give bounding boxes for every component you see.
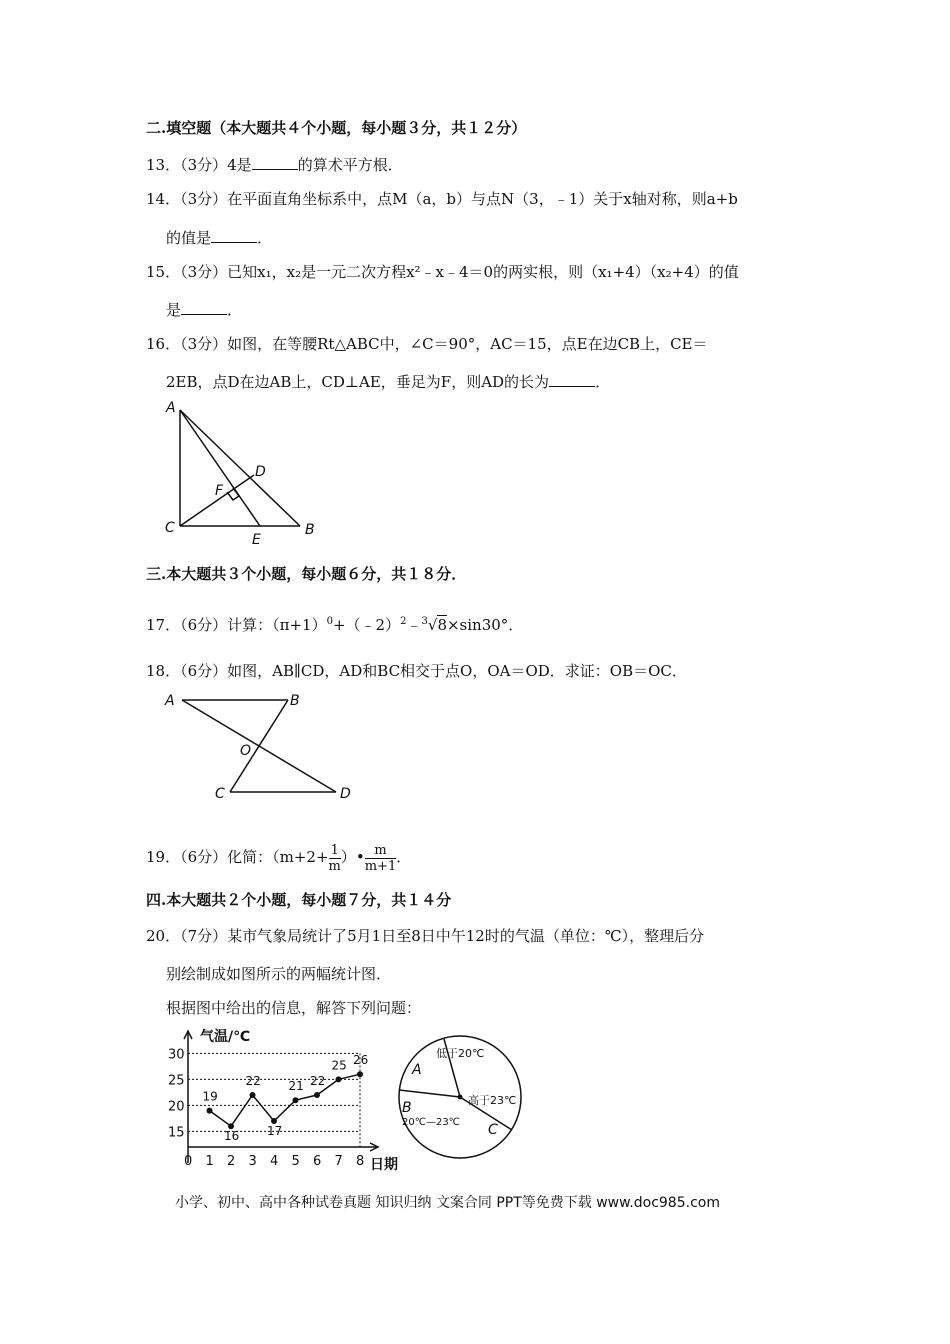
x-tick-label: 0 [184,1154,193,1169]
q16-line2-suffix: ． [595,373,611,391]
temperature-pie-chart [394,1030,528,1164]
radical-sign: √ [427,616,438,634]
q19-mid: ）• [340,848,365,866]
footer-text: 小学、初中、高中各种试卷真题 知识归纳 文案合同 PPT等免费下载 www.doc985.com [175,1195,720,1211]
question-20-line3: 根据图中给出的信息，解答下列问题： [166,999,422,1017]
fraction-m-over-m-plus-1 [365,843,397,874]
section4-header: 四.本大题共２个小题，每小题７分，共１４分 [146,891,452,909]
q17-exp0: 0 [326,616,333,627]
section2-header: 二.填空题（本大题共４个小题，每小题３分，共１２分） [146,119,527,137]
answer-blank[interactable] [549,372,595,387]
data-label: 22 [245,1074,261,1088]
frac2-den: m+1 [364,858,397,874]
question-18: 18．（6分）如图，AB∥CD，AD和BC相交于点O，OA＝OD．求证：OB＝OC． [146,662,687,680]
y-tick-label: 25 [168,1073,185,1089]
q18-figure [160,688,360,803]
sector-label-low: 低于20℃ [436,1047,485,1060]
q16-triangle-figure [160,398,320,548]
question-15-line1: 15．（3分）已知x₁，x₂是一元二次方程x²﹣x﹣4＝0的两实根，则（x₁+4）（x₂+4）的值 [146,263,739,281]
label-O: O [240,743,252,759]
y-axis-label: 气温/℃ [200,1029,251,1045]
question-19 [146,842,411,874]
label-F: F [215,483,224,499]
sector-A-letter: A [412,1062,422,1078]
q15-line2-suffix: ． [227,301,243,319]
pie-center [458,1095,463,1100]
x-tick-label: 1 [205,1154,214,1169]
q17-prefix: 17．（6分）计算：（π+1） [146,616,327,634]
label-D: D [340,786,351,802]
label-A: A [165,693,175,709]
y-tick-label: 30 [168,1047,185,1063]
label-C: C [165,520,175,536]
x-tick-label: 2 [227,1154,236,1169]
q17-mid: +（﹣2） [332,616,401,634]
data-label: 17 [267,1124,283,1138]
label-E: E [252,532,261,548]
x-tick-label: 6 [313,1154,322,1169]
question-14-line2 [166,228,272,248]
q19-suffix: ． [396,848,412,866]
q14-line2-suffix: ． [257,229,273,247]
frac1-den: m [328,858,341,874]
q19-prefix: 19．（6分）化简：（m+2+ [146,848,329,866]
data-label: 25 [331,1058,347,1073]
label-B: B [305,522,315,538]
section3-header: 三.本大题共３个小题，每小题６分，共１８分． [146,565,467,583]
data-label: 16 [224,1129,240,1144]
q17-minus: ﹣ [406,616,422,634]
question-16-line2 [166,372,610,392]
x-axis-label: 日期 [370,1157,398,1173]
x-tick-label: 5 [291,1154,300,1169]
x-tick-label: 3 [248,1154,257,1169]
x-tick-label: 8 [356,1154,365,1169]
pie-divider-a-b [399,1090,460,1097]
y-tick-label: 20 [168,1099,185,1115]
q13-suffix: 的算术平方根． [297,156,403,174]
question-16-line1: 16．（3分）如图，在等腰Rt△ABC中，∠C＝90°，AC＝15，点E在边CB上，CE＝ [146,335,708,353]
data-label: 26 [353,1053,369,1068]
q16-line2-prefix: 2EB，点D在边AB上，CD⊥AE，垂足为F，则AD的长为 [166,373,550,391]
data-point [357,1071,363,1077]
data-label: 19 [202,1089,218,1104]
q17-exp2: 2 [400,616,407,627]
q13-prefix: 13．（3分）4是 [146,156,252,174]
q17-radicand: 8 [437,616,447,634]
question-14-line1: 14．（3分）在平面直角坐标系中，点M（a，b）与点N（3，﹣1）关于x轴对称，则a+b [146,190,738,208]
data-label: 22 [310,1074,326,1088]
sector-C-letter: C [488,1122,498,1138]
fraction-1-over-m [329,843,341,874]
series [203,1053,369,1143]
q15-line2-prefix: 是 [166,301,182,319]
answer-blank[interactable] [181,300,227,315]
x-tick-label: 7 [334,1154,343,1169]
answer-blank[interactable] [211,228,257,243]
x-tick-label: 4 [270,1154,279,1169]
question-20-line2: 别绘制成如图所示的两幅统计图． [166,965,392,983]
label-A: A [166,400,176,416]
q17-root-index: 3 [421,616,428,627]
sector-B-letter: B [402,1100,412,1116]
label-C: C [215,786,225,802]
data-point [314,1092,320,1098]
sector-label-mid: 20℃—23℃ [402,1117,460,1128]
data-label: 21 [288,1079,304,1094]
y-tick-label: 15 [168,1125,185,1141]
question-15-line2 [166,300,242,320]
sector-label-high: 高于23℃ [468,1094,517,1107]
question-20-line1: 20．（7分）某市气象局统计了5月1日至8日中午12时的气温（单位：℃），整理后分 [146,927,705,945]
label-D: D [255,464,266,480]
answer-blank[interactable] [252,155,298,170]
data-point [293,1097,299,1103]
data-point [336,1076,342,1082]
q17-suffix: ×sin30°． [446,616,524,634]
question-17 [146,612,523,635]
frac2-num: m [365,843,397,859]
data-point [250,1092,256,1098]
frac1-num: 1 [329,843,341,859]
data-point [207,1108,213,1114]
temperature-line-chart [166,1025,406,1175]
label-B: B [290,693,300,709]
question-13 [146,155,403,175]
q14-line2-prefix: 的值是 [166,229,212,247]
